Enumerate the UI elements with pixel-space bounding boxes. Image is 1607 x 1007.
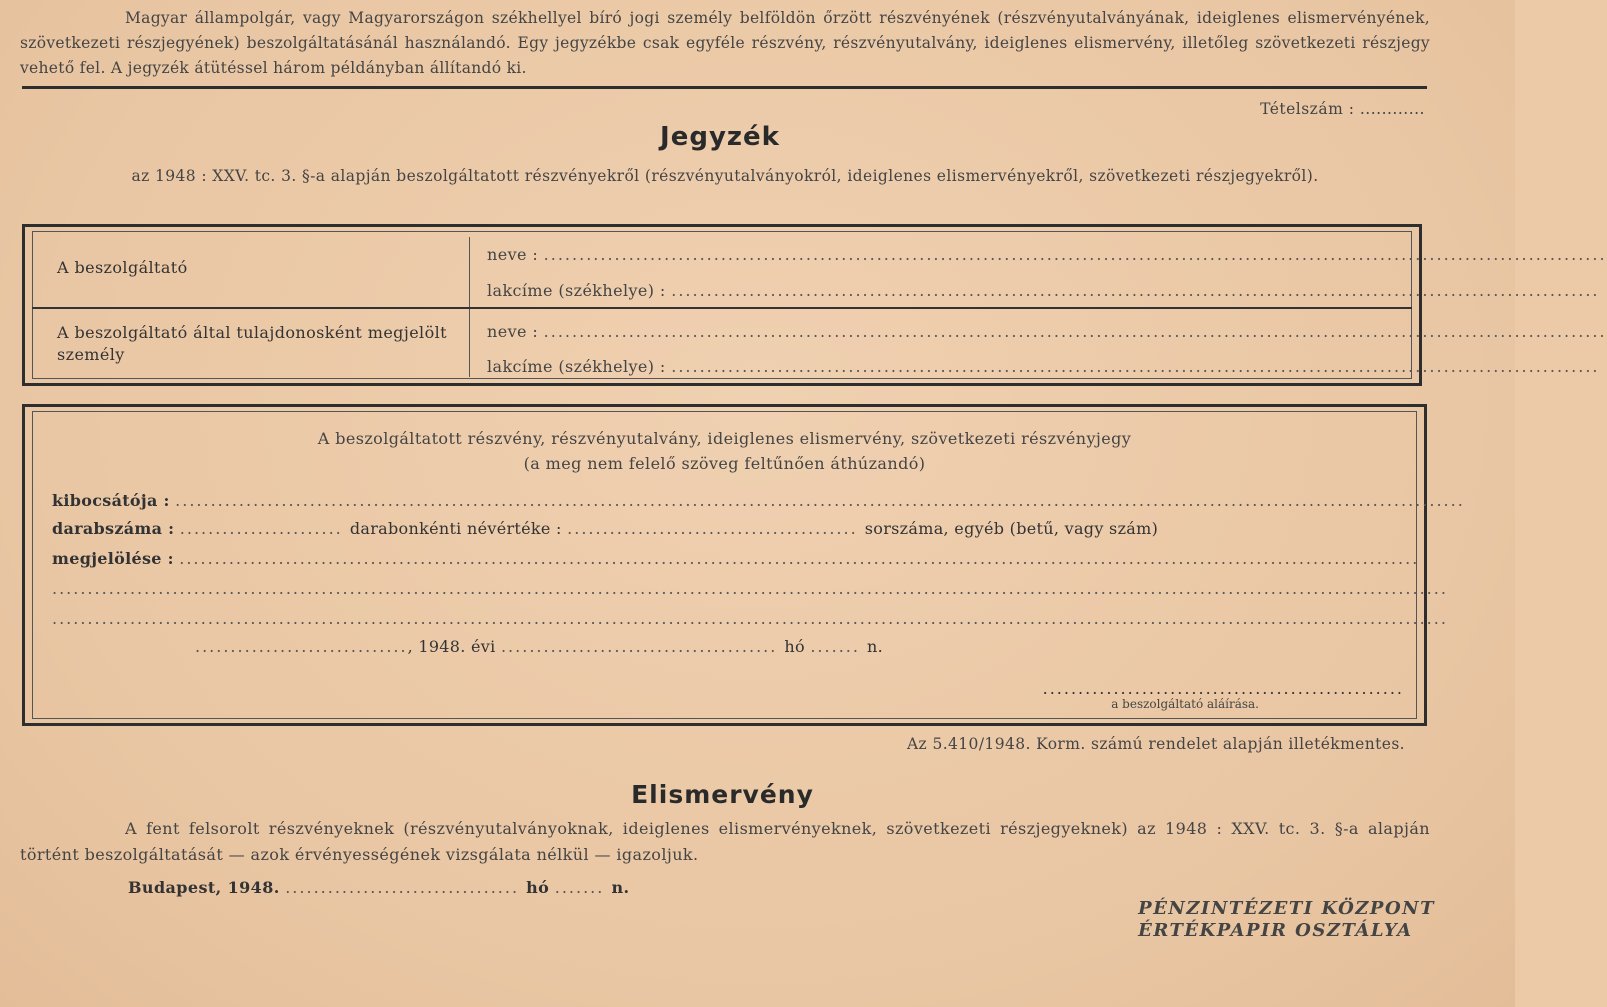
top-divider	[22, 86, 1427, 89]
fee-exemption-note: Az 5.410/1948. Korm. számú rendelet alapján illetékmentes.	[906, 735, 1405, 753]
submitter-box-row-divider	[32, 307, 1412, 309]
dots: .......	[810, 637, 868, 656]
office-line-1: PÉNZINTÉZETI KÖZPONT	[1138, 898, 1435, 919]
quantity-label: darabszáma :	[52, 519, 175, 538]
securities-heading: A beszolgáltatott részvény, részvényutalvány, ideiglenes elismervény, szövetkezeti részvényjegy	[317, 429, 1132, 448]
submitter-name-label: neve :	[487, 245, 539, 264]
dots: ..............................	[195, 637, 408, 656]
issuer-label: kibocsátója :	[52, 491, 170, 510]
issuing-office	[1138, 898, 1435, 942]
budapest-day: n.	[611, 878, 630, 897]
dots: ...................................................................................................................................	[671, 357, 1600, 376]
budapest-label: Budapest, 1948.	[128, 878, 280, 897]
date-row[interactable]	[195, 637, 1547, 656]
signature-line[interactable]: ...................................................	[1042, 679, 1404, 698]
dots: .................................	[285, 878, 527, 897]
designation-continuation-2[interactable]	[52, 609, 1448, 628]
owner-name-field[interactable]	[487, 322, 1607, 341]
acknowledgement-title: Elismervény	[631, 780, 814, 809]
signature-label: a beszolgáltató aláírása.	[1111, 697, 1259, 711]
owner-label: A beszolgáltató által tulajdonosként megjelölt személy	[57, 323, 447, 364]
serial-label: sorszáma, egyéb (betű, vagy szám)	[864, 519, 1159, 538]
office-line-2: ÉRTÉKPAPIR OSZTÁLYA	[1138, 920, 1413, 941]
document-subtitle: az 1948 : XXV. tc. 3. §-a alapján beszolgáltatott részvényekről (részvényutalványokról, ideiglenes elismervényekről, szövetkezeti részjegyekről).	[131, 167, 1319, 185]
date-day: n.	[867, 637, 884, 656]
dots: .....................................................................................................................................................................................................	[52, 579, 1448, 598]
quantity-dots[interactable]: .......................	[179, 519, 350, 538]
designation-continuation-1[interactable]	[52, 579, 1448, 598]
dots: ...................................................................................................................................	[671, 281, 1600, 300]
owner-address-field[interactable]	[487, 357, 1600, 376]
budapest-date-row[interactable]	[128, 878, 629, 897]
budapest-month: hó	[526, 878, 550, 897]
dots: .......................................	[500, 637, 785, 656]
date-year: , 1948. évi	[407, 637, 496, 656]
securities-box	[22, 404, 1465, 726]
nominal-value-dots[interactable]: .........................................	[567, 519, 865, 538]
submitter-name-field[interactable]	[487, 245, 1607, 264]
owner-address-label: lakcíme (székhelye) :	[487, 357, 666, 376]
securities-note: (a meg nem felelő szöveg feltűnően áthúzandó)	[523, 454, 926, 473]
dots: .......	[554, 878, 612, 897]
intro-paragraph: Magyar állampolgár, vagy Magyarországon székhellyel bíró jogi személy belföldön őrzött részvényének (részvényutalványának, ideiglenes elismervényének, szövetkezeti részjegyének) beszolgáltatásánál használandó. Egy jegyzékbe csak egyféle részvény, részvényutalvány, ideiglenes elismervény, illetőleg szövetkezeti részjegy vehető fel. A jegyzék átütéssel három példányban állítandó ki.	[20, 9, 1430, 77]
designation-label: megjelölése :	[52, 549, 174, 568]
dots: ......................................................................................................................................................	[543, 322, 1607, 341]
quantity-row	[52, 519, 1404, 538]
dots: ......................................................................................................................................................	[543, 245, 1607, 264]
dots: .....................................................................................................................................................................................................	[52, 609, 1448, 628]
owner-name-label: neve :	[487, 322, 539, 341]
submitter-label: A beszolgáltató	[57, 258, 188, 277]
issuer-field[interactable]	[52, 491, 1465, 510]
acknowledgement-text: A fent felsorolt részvényeknek (részvényutalványoknak, ideiglenes elismervényeknek, szövetkezeti részjegyeknek) az 1948 : XXV. tc. 3. §-a alapján történt beszolgáltatását — azok érvényességének vizsgálata nélkül — igazoljuk.	[20, 819, 1430, 864]
date-month: hó	[784, 637, 805, 656]
dots: ...............................................................................................................................................................................	[179, 549, 1420, 568]
nominal-value-label: darabonkénti névértéke :	[349, 519, 562, 538]
submitter-box	[22, 224, 1607, 386]
submitter-address-label: lakcíme (székhelye) :	[487, 281, 666, 300]
dots: ......................................................................................................................................................................................	[175, 491, 1465, 510]
designation-field[interactable]	[52, 549, 1420, 568]
submitter-address-field[interactable]	[487, 281, 1600, 300]
document-title: Jegyzék	[660, 122, 780, 152]
tetelszam-field[interactable]: Tételszám : ............	[1260, 100, 1425, 118]
